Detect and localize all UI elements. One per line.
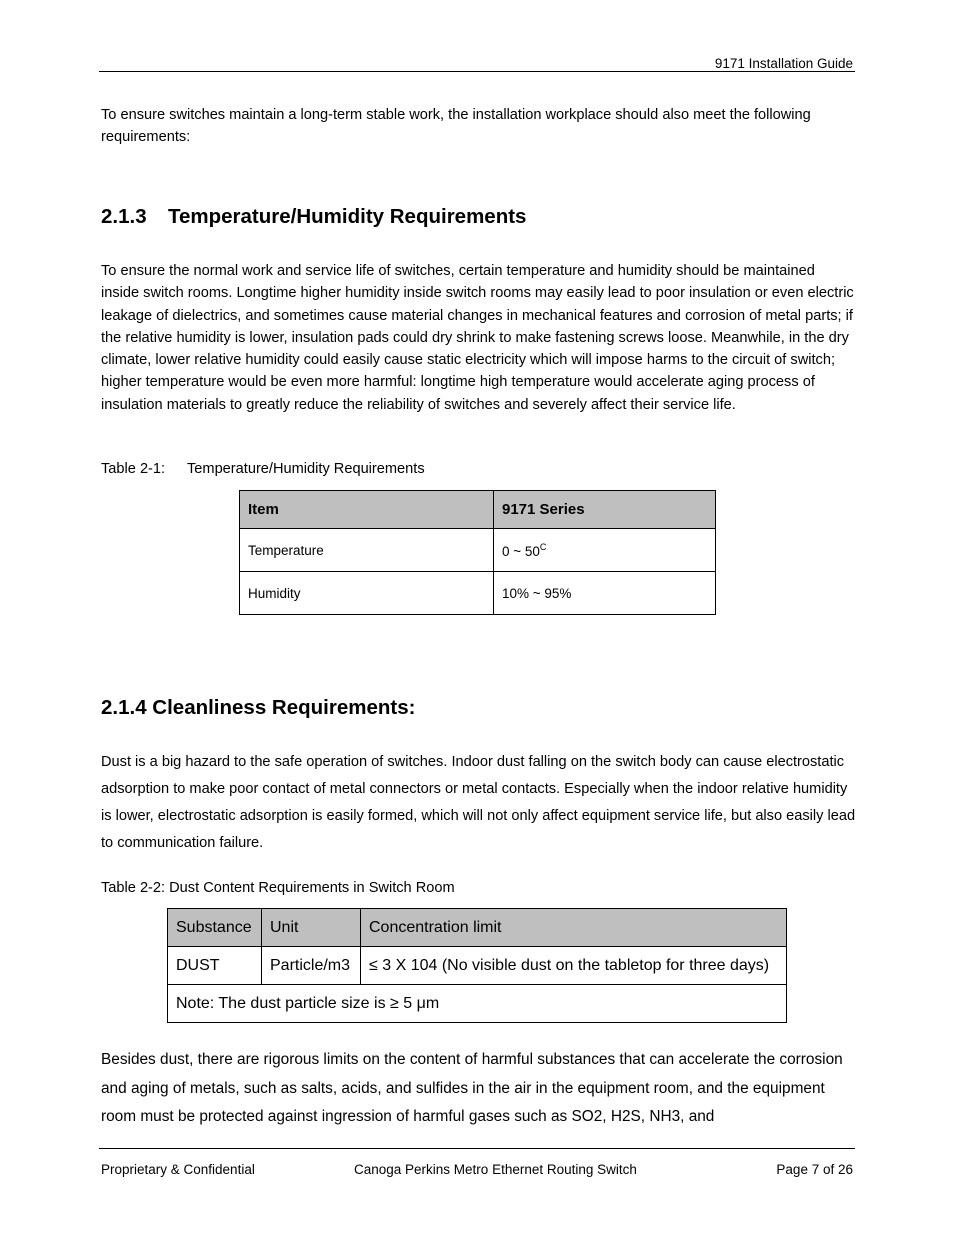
footer-product: Canoga Perkins Metro Ethernet Routing Switch (354, 1162, 637, 1177)
cleanliness-paragraph: Dust is a big hazard to the safe operation of switches. Indoor dust falling on the switch body can cause electrostatic adsorption to make poor contact of metal connectors or metal contacts. Especially when the indoor relative humidity is lower, electrostatic adsorption is easily formed, which will not only affect equipment service life, but also easily lead to communication failure. (101, 754, 856, 851)
intro-paragraph: To ensure switches maintain a long-term stable work, the installation workplace should also meet the following requirements: (101, 107, 811, 146)
table-cell: Humidity (240, 572, 494, 615)
footer-divider (99, 1148, 855, 1149)
table-2-1-caption (101, 461, 425, 477)
table-row (168, 947, 787, 985)
temperature-humidity-paragraph: To ensure the normal work and service life of switches, certain temperature and humidity should be maintained inside switch rooms. Longtime higher humidity inside switch rooms may easily lead to poor insulation or even electric leakage of dielectrics, and sometimes cause material changes in mechanical features and corrosion of metal parts; if the relative humidity is lower, insulation pads could dry shrink to make fastening screws loose. Meanwhile, in the dry climate, lower relative humidity could easily cause static electricity which will impose harms to the circuit of switch; higher temperature would be even more harmful: longtime high temperature would accelerate aging process of insulation materials to greatly reduce the reliability of switches and severely affect their service life. (101, 263, 854, 413)
table-header-row (240, 491, 716, 529)
table-cell: Particle/m3 (262, 947, 361, 985)
table-cell: DUST (168, 947, 262, 985)
table-cell: Temperature (240, 529, 494, 572)
footer-confidential: Proprietary & Confidential (101, 1162, 255, 1177)
table-row (240, 529, 716, 572)
section-number: 2.1.3 (101, 205, 147, 228)
table-2-2-caption: Table 2-2: Dust Content Requirements in Switch Room (101, 880, 455, 896)
table-header-cell: 9171 Series (494, 491, 716, 529)
table-row (240, 572, 716, 615)
table-cell: 10% ~ 95% (494, 572, 716, 615)
table-header-row (168, 909, 787, 947)
temperature-value: 0 ~ 50 (502, 543, 540, 559)
harmful-substances-paragraph: Besides dust, there are rigorous limits on the content of harmful substances that can accelerate the corrosion and aging of metals, such as salts, acids, and sulfides in the air in the equipment room, and the equipment room must be protected against ingression of harmful gases such as SO2, H2S, NH3, and (101, 1051, 843, 1125)
table-cell (494, 529, 716, 572)
table-note-row (168, 985, 787, 1023)
table-note: Note: The dust particle size is ≥ 5 μm (168, 985, 787, 1023)
caption-label: Table 2-1: (101, 461, 166, 477)
header-divider (99, 71, 855, 72)
table-header-cell: Substance (168, 909, 262, 947)
table-header-cell: Concentration limit (361, 909, 787, 947)
section-heading-2-1-3 (101, 205, 526, 229)
temperature-humidity-table (239, 490, 716, 615)
table-header-cell: Item (240, 491, 494, 529)
temperature-unit: C (539, 541, 547, 552)
footer-page-number: Page 7 of 26 (776, 1162, 853, 1177)
section-heading-2-1-4: 2.1.4 Cleanliness Requirements: (101, 696, 416, 719)
table-header-cell: Unit (262, 909, 361, 947)
table-cell: ≤ 3 X 104 (No visible dust on the tabletop for three days) (361, 947, 787, 985)
running-header: 9171 Installation Guide (714, 56, 853, 71)
section-title: Temperature/Humidity Requirements (168, 205, 527, 228)
caption-title: Temperature/Humidity Requirements (187, 461, 425, 477)
dust-content-table (167, 908, 787, 1023)
